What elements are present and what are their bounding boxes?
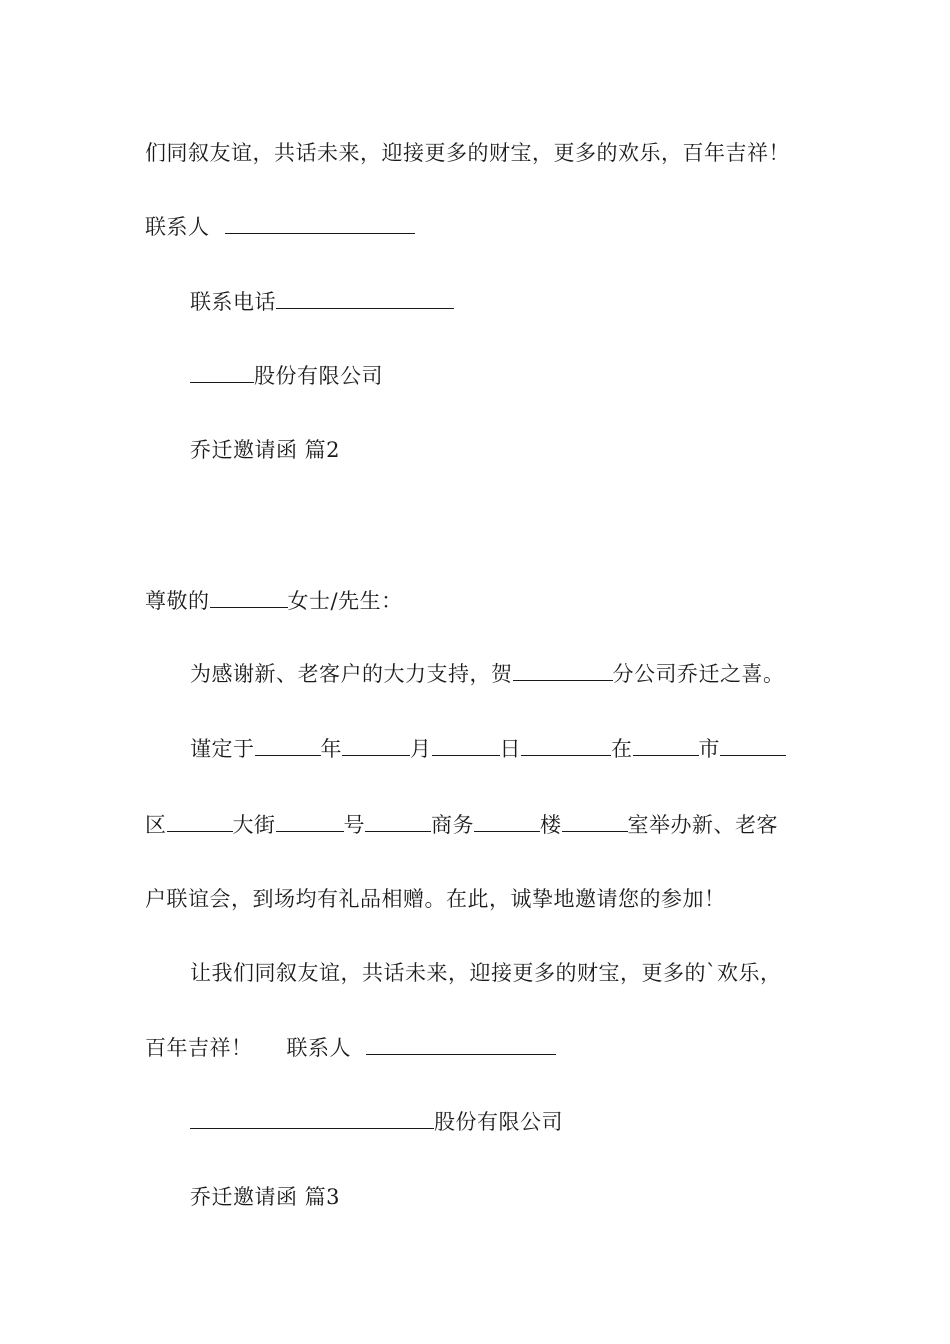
month-blank — [342, 735, 410, 756]
para1-text-a: 为感谢新、老客户的大力支持，贺 — [190, 662, 513, 686]
para3-text-e: 楼 — [540, 813, 562, 837]
contact-label: 联系人 — [145, 215, 210, 239]
street-blank — [167, 811, 233, 832]
continuation-text: 们同叙友谊，共话未来，迎接更多的财宝，更多的欢乐，百年吉祥！ — [145, 141, 790, 165]
business-blank — [365, 811, 431, 832]
para2-text-d: 日 — [499, 737, 521, 761]
para3-text-b: 大街 — [232, 813, 276, 837]
para6-text: 百年吉祥！ — [145, 1036, 253, 1060]
number-blank — [276, 811, 344, 832]
company-name-blank — [190, 362, 254, 383]
phone-label: 联系电话 — [190, 290, 276, 314]
salutation-prefix: 尊敬的 — [145, 589, 210, 613]
contact-blank-2 — [366, 1034, 556, 1055]
paragraph-5 — [190, 959, 782, 987]
company-suffix-2: 股份有限公司 — [434, 1110, 563, 1134]
para1-text-b: 分公司乔迁之喜。 — [612, 662, 785, 686]
company-suffix: 股份有限公司 — [254, 364, 383, 388]
heading-text: 乔迁邀请函 篇2 — [190, 438, 341, 462]
para3-text-d: 商务 — [431, 813, 474, 837]
paragraph-3 — [145, 811, 778, 839]
salutation-suffix: 女士/先生： — [287, 589, 403, 613]
paragraph-4 — [145, 885, 726, 913]
city-blank — [633, 735, 699, 756]
heading-text-3: 乔迁邀请函 篇3 — [190, 1185, 341, 1209]
para2-text-b: 年 — [320, 737, 342, 761]
company-line-2 — [190, 1108, 563, 1136]
para2-text-a: 谨定于 — [190, 737, 255, 761]
contact-label-2: 联系人 — [286, 1036, 351, 1060]
section-heading-2 — [190, 436, 340, 464]
para3-text-c: 号 — [343, 813, 365, 837]
contact-blank — [225, 213, 415, 234]
para5-text: 让我们同叙友谊，共话未来，迎接更多的财宝，更多的`欢乐， — [190, 961, 782, 985]
paragraph-6 — [145, 1034, 556, 1062]
day-blank — [432, 735, 500, 756]
para4-text: 户联谊会，到场均有礼品相赠。在此，诚挚地邀请您的参加！ — [145, 887, 726, 911]
time-blank — [521, 735, 611, 756]
salutation-line — [145, 587, 403, 615]
continuation-line — [145, 139, 790, 167]
section-heading-3 — [190, 1183, 340, 1211]
phone-blank — [276, 288, 454, 309]
branch-blank — [513, 660, 613, 681]
paragraph-1 — [190, 660, 785, 688]
company-name-blank-2 — [190, 1108, 434, 1129]
district-blank — [720, 735, 786, 756]
para3-text-f: 室举办新、老客 — [627, 813, 778, 837]
phone-line — [190, 288, 454, 316]
para2-text-f: 市 — [698, 737, 720, 761]
para2-text-c: 月 — [410, 737, 432, 761]
paragraph-2 — [190, 735, 786, 763]
name-blank — [210, 587, 288, 608]
company-line-1 — [190, 362, 383, 390]
room-blank — [562, 811, 628, 832]
para3-text-a: 区 — [145, 813, 167, 837]
building-blank — [474, 811, 540, 832]
contact-line-1 — [145, 213, 415, 241]
year-blank — [255, 735, 321, 756]
para2-text-e: 在 — [611, 737, 633, 761]
